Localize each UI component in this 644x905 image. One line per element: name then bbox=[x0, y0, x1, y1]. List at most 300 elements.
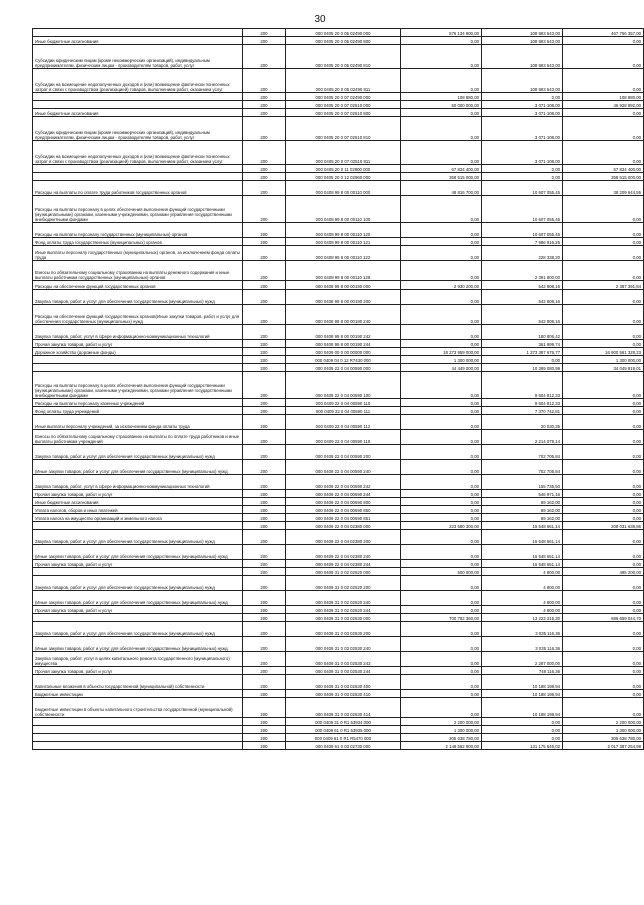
row-remainder: 0,00 bbox=[563, 530, 644, 545]
row-plan: 1 300 000,00 bbox=[401, 356, 482, 364]
row-classification: 000 0409 31 0 03 02530 410 bbox=[286, 690, 401, 698]
row-classification: 000 0409 22 0 04 00590 851 bbox=[286, 514, 401, 522]
row-plan: 0,00 bbox=[401, 238, 482, 246]
row-remainder: 0,00 bbox=[563, 340, 644, 348]
row-remainder: 0,00 bbox=[563, 305, 644, 325]
row-code: 200 bbox=[243, 181, 286, 196]
table-row bbox=[33, 460, 644, 475]
row-name: Субсидии юридическим лицам (кроме некоммерческих организаций), индивидуальным предпринимателям, физическим лицам - производителям товаров, работ, услуг bbox=[33, 45, 243, 69]
row-plan: 0,00 bbox=[401, 415, 482, 430]
row-execution: 4 800,00 bbox=[482, 606, 563, 614]
row-remainder: 0,00 bbox=[563, 667, 644, 675]
row-execution: 15 548 661,14 bbox=[482, 545, 563, 560]
row-execution: 10 607 055,45 bbox=[482, 223, 563, 238]
row-classification: 000 0409 22 0 04 02380 240 bbox=[286, 545, 401, 560]
row-plan: 44 449 000,00 bbox=[401, 364, 482, 372]
row-execution: 15 548 661,14 bbox=[482, 530, 563, 545]
row-plan: 0,00 bbox=[401, 45, 482, 69]
row-code: 200 bbox=[243, 261, 286, 281]
row-execution: 4 800,00 bbox=[482, 568, 563, 576]
row-name: Расходы на обеспечение функций государственных органов(Иные закупки товаров, работ и услуг для обеспечения государственных (муниципальных) нужд bbox=[33, 305, 243, 325]
row-execution: 3 035 116,36 bbox=[482, 622, 563, 637]
row-execution: 702 705,84 bbox=[482, 460, 563, 475]
table-row bbox=[33, 117, 644, 141]
row-classification: 000 0405 20 0 05 02490 811 bbox=[286, 69, 401, 93]
row-classification: 000 0405 20 0 07 02510 800 bbox=[286, 109, 401, 117]
row-remainder: 16 900 561 328,23 bbox=[563, 348, 644, 356]
row-classification: 000 0409 22 0 04 02380 200 bbox=[286, 530, 401, 545]
row-name: Уплата налога на имущество организаций и земельного налога bbox=[33, 514, 243, 522]
table-row bbox=[33, 407, 644, 415]
row-plan: 223 580 300,00 bbox=[401, 522, 482, 530]
row-execution: 7 370 742,81 bbox=[482, 407, 563, 415]
table-row bbox=[33, 591, 644, 606]
row-code: 200 bbox=[243, 305, 286, 325]
table-row bbox=[33, 305, 644, 325]
row-name: Прочая закупка товаров, работ и услуг bbox=[33, 490, 243, 498]
row-plan: 0,00 bbox=[401, 223, 482, 238]
table-row bbox=[33, 165, 644, 173]
table-row bbox=[33, 498, 644, 506]
row-name: (Иные закупки товаров, работ и услуг для обеспечения государственных (муниципальных) нужд bbox=[33, 545, 243, 560]
row-plan: 500 000,00 bbox=[401, 568, 482, 576]
row-remainder: 2 017 387 254,98 bbox=[563, 742, 644, 750]
row-execution: 10 607 055,45 bbox=[482, 196, 563, 223]
table-row bbox=[33, 522, 644, 530]
row-classification: 000 0409 22 0 04 00590 800 bbox=[286, 498, 401, 506]
row-code: 200 bbox=[243, 281, 286, 290]
row-name: Закупка товаров, работ и услуг для обеспечения государственных (муниципальных) нужд bbox=[33, 530, 243, 545]
row-plan: 2 930 200,00 bbox=[401, 281, 482, 290]
row-classification: 000 0409 22 0 04 00590 240 bbox=[286, 460, 401, 475]
row-code: 200 bbox=[243, 675, 286, 690]
row-code: 200 bbox=[243, 37, 286, 45]
row-remainder: 495 200,00 bbox=[563, 568, 644, 576]
row-name bbox=[33, 29, 243, 37]
row-name bbox=[33, 614, 243, 622]
row-execution: 10 188 198,94 bbox=[482, 698, 563, 718]
row-name bbox=[33, 101, 243, 109]
row-classification: 000 0409 31 0 02 02520 244 bbox=[286, 606, 401, 614]
table-row bbox=[33, 506, 644, 514]
row-code: 200 bbox=[243, 348, 286, 356]
row-classification: 000 0409 22 0 04 00590 200 bbox=[286, 445, 401, 460]
row-name: Закупка товаров, работ и услуг для обеспечения государственных (муниципальных) нужд bbox=[33, 622, 243, 637]
row-code: 200 bbox=[243, 372, 286, 399]
row-remainder: 0,00 bbox=[563, 117, 644, 141]
table-row bbox=[33, 545, 644, 560]
row-execution: 108 993 643,00 bbox=[482, 45, 563, 69]
table-row bbox=[33, 261, 644, 281]
row-code: 200 bbox=[243, 522, 286, 530]
row-remainder: 0,00 bbox=[563, 69, 644, 93]
row-plan: 0,00 bbox=[401, 372, 482, 399]
table-row bbox=[33, 281, 644, 290]
row-name bbox=[33, 726, 243, 734]
row-plan: 0,00 bbox=[401, 560, 482, 568]
row-classification: 000 0408 99 8 00 00190 000 bbox=[286, 281, 401, 290]
table-row bbox=[33, 606, 644, 614]
row-code: 200 bbox=[243, 475, 286, 490]
row-code: 200 bbox=[243, 591, 286, 606]
row-execution: 89 162,00 bbox=[482, 514, 563, 522]
row-plan: 0,00 bbox=[401, 690, 482, 698]
row-plan: 700 782 360,00 bbox=[401, 614, 482, 622]
row-code: 200 bbox=[243, 196, 286, 223]
row-name bbox=[33, 364, 243, 372]
row-name bbox=[33, 356, 243, 364]
row-classification: 000 0409 31 0 02 02520 000 bbox=[286, 568, 401, 576]
row-code: 200 bbox=[243, 165, 286, 173]
row-remainder: 0,00 bbox=[563, 460, 644, 475]
row-classification: 000 0409 61 0 R1 53935 000 bbox=[286, 726, 401, 734]
row-remainder: 0,00 bbox=[563, 415, 644, 430]
row-code: 200 bbox=[243, 340, 286, 348]
row-classification: 000 0409 22 0 04 00590 244 bbox=[286, 490, 401, 498]
row-classification: 000 0409 22 0 04 02380 000 bbox=[286, 522, 401, 530]
table-row bbox=[33, 490, 644, 498]
row-remainder: 0,00 bbox=[563, 445, 644, 460]
row-classification: 000 0409 31 0 03 02530 400 bbox=[286, 675, 401, 690]
row-remainder: 0,00 bbox=[563, 372, 644, 399]
row-name: Иные выплаты персоналу государственных (муниципальных) органов, за исключением фонда оплаты труда bbox=[33, 246, 243, 261]
row-execution: 155 735,50 bbox=[482, 475, 563, 490]
row-execution: 702 705,84 bbox=[482, 445, 563, 460]
row-name: Прочая закупка товаров, работ и услуг bbox=[33, 606, 243, 614]
row-remainder: 0,00 bbox=[563, 498, 644, 506]
row-plan: 0,00 bbox=[401, 141, 482, 165]
row-classification: 000 0409 31 0 R1 53934 000 bbox=[286, 718, 401, 726]
row-remainder: 2 200 000,00 bbox=[563, 718, 644, 726]
row-code: 200 bbox=[243, 490, 286, 498]
row-execution: 0,00 bbox=[482, 726, 563, 734]
row-remainder: 0,00 bbox=[563, 223, 644, 238]
row-name: Расходы на выплаты по оплате труда работников государственных органов bbox=[33, 181, 243, 196]
row-classification: 000 0405 20 0 07 02510 000 bbox=[286, 101, 401, 109]
row-plan: 0,00 bbox=[401, 340, 482, 348]
table-row bbox=[33, 141, 644, 165]
row-name: Прочая закупка товаров, работ и услуг bbox=[33, 560, 243, 568]
row-code: 200 bbox=[243, 29, 286, 37]
row-code: 200 bbox=[243, 223, 286, 238]
row-execution: 13 223 315,30 bbox=[482, 614, 563, 622]
table-row bbox=[33, 742, 644, 750]
row-name: Закупка товаров, работ и услуг для обеспечения государственных (муниципальных) нужд bbox=[33, 576, 243, 591]
row-remainder: 305 638 780,00 bbox=[563, 734, 644, 742]
row-plan: 0,00 bbox=[401, 637, 482, 652]
table-row bbox=[33, 475, 644, 490]
row-plan: 0,00 bbox=[401, 305, 482, 325]
row-execution: 9 604 812,33 bbox=[482, 399, 563, 407]
row-execution: 108 993 643,00 bbox=[482, 29, 563, 37]
row-name: (Иные закупки товаров, работ и услуг для обеспечения государственных (муниципальных) нужд bbox=[33, 591, 243, 606]
row-plan: 0,00 bbox=[401, 667, 482, 675]
row-name: Закупка товаров, работ, услуг в сфере информационно-коммуникационных технологий bbox=[33, 325, 243, 340]
row-classification: 000 0408 99 8 00 00110 000 bbox=[286, 181, 401, 196]
row-classification: 000 0409 22 0 04 00590 119 bbox=[286, 430, 401, 445]
table-row bbox=[33, 667, 644, 675]
row-plan: 0,00 bbox=[401, 475, 482, 490]
row-plan: 0,00 bbox=[401, 290, 482, 305]
row-name: Капитальные вложения в объекты государственной (муниципальной) собственности bbox=[33, 675, 243, 690]
row-remainder: 0,00 bbox=[563, 196, 644, 223]
row-remainder: 34 049 919,01 bbox=[563, 364, 644, 372]
row-code: 200 bbox=[243, 69, 286, 93]
row-remainder: 108 880,00 bbox=[563, 93, 644, 101]
table-row bbox=[33, 173, 644, 181]
table-row bbox=[33, 290, 644, 305]
row-remainder: 0,00 bbox=[563, 622, 644, 637]
row-code: 200 bbox=[243, 364, 286, 372]
row-classification: 000 0409 22 0 04 00590 112 bbox=[286, 415, 401, 430]
row-classification: 000 0409 22 0 04 00590 242 bbox=[286, 475, 401, 490]
row-name bbox=[33, 568, 243, 576]
row-remainder: 0,00 bbox=[563, 675, 644, 690]
row-classification: 000 0405 20 0 05 02490 800 bbox=[286, 37, 401, 45]
row-name: (Иные закупки товаров, работ и услуг для обеспечения государственных (муниципальных) нужд bbox=[33, 460, 243, 475]
row-plan: 0,00 bbox=[401, 430, 482, 445]
row-remainder: 0,00 bbox=[563, 45, 644, 69]
row-classification: 000 0409 61 0 R1 R5470 000 bbox=[286, 734, 401, 742]
row-plan: 18 273 959 000,00 bbox=[401, 348, 482, 356]
row-code: 200 bbox=[243, 101, 286, 109]
row-execution: 546 971,16 bbox=[482, 490, 563, 498]
row-remainder: 0,00 bbox=[563, 576, 644, 591]
row-plan: 0,00 bbox=[401, 407, 482, 415]
row-classification: 000 0409 22 0 04 00590 000 bbox=[286, 364, 401, 372]
row-plan: 0,00 bbox=[401, 490, 482, 498]
table-row bbox=[33, 576, 644, 591]
row-code: 200 bbox=[243, 445, 286, 460]
row-name bbox=[33, 742, 243, 750]
row-name bbox=[33, 522, 243, 530]
table-row bbox=[33, 415, 644, 430]
row-classification: 000 0405 20 0 07 02510 810 bbox=[286, 117, 401, 141]
row-execution: 542 808,16 bbox=[482, 290, 563, 305]
row-code: 200 bbox=[243, 742, 286, 750]
table-row bbox=[33, 246, 644, 261]
row-execution: 4 800,00 bbox=[482, 576, 563, 591]
row-execution: 15 548 661,14 bbox=[482, 560, 563, 568]
row-execution: 15 548 661,14 bbox=[482, 522, 563, 530]
row-execution: 361 999,74 bbox=[482, 340, 563, 348]
row-remainder: 0,00 bbox=[563, 606, 644, 614]
table-row bbox=[33, 325, 644, 340]
row-remainder: 1 300 000,00 bbox=[563, 726, 644, 734]
row-name: Расходы на обеспечение функций государственных органов bbox=[33, 281, 243, 290]
row-classification: 000 0409 31 0 03 02530 240 bbox=[286, 637, 401, 652]
row-execution: 20 030,35 bbox=[482, 415, 563, 430]
row-code: 200 bbox=[243, 690, 286, 698]
row-code: 200 bbox=[243, 506, 286, 514]
row-name bbox=[33, 718, 243, 726]
table-row bbox=[33, 690, 644, 698]
row-code: 200 bbox=[243, 430, 286, 445]
row-code: 200 bbox=[243, 290, 286, 305]
row-name: Расходы на выплаты персоналу государственных (муниципальных) органов bbox=[33, 223, 243, 238]
row-execution: 3 071 108,00 bbox=[482, 117, 563, 141]
row-code: 200 bbox=[243, 734, 286, 742]
row-remainder: 358 515 000,00 bbox=[563, 173, 644, 181]
row-classification: 000 0405 20 0 07 02490 000 bbox=[286, 93, 401, 101]
row-code: 200 bbox=[243, 560, 286, 568]
row-classification: 000 0409 31 0 02 02520 200 bbox=[286, 576, 401, 591]
row-remainder: 0,00 bbox=[563, 506, 644, 514]
row-remainder: 0,00 bbox=[563, 407, 644, 415]
row-remainder: 0,00 bbox=[563, 246, 644, 261]
row-plan: 0,00 bbox=[401, 69, 482, 93]
table-row bbox=[33, 568, 644, 576]
table-row bbox=[33, 560, 644, 568]
table-row bbox=[33, 399, 644, 407]
row-plan: 0,00 bbox=[401, 109, 482, 117]
table-row bbox=[33, 530, 644, 545]
row-code: 200 bbox=[243, 93, 286, 101]
row-code: 200 bbox=[243, 173, 286, 181]
row-name: Уплата налогов, сборов и иных платежей bbox=[33, 506, 243, 514]
row-plan: 358 515 000,00 bbox=[401, 173, 482, 181]
row-plan: 0,00 bbox=[401, 698, 482, 718]
table-row bbox=[33, 356, 644, 364]
table-row bbox=[33, 340, 644, 348]
row-classification: 000 0409 00 0 00 00000 000 bbox=[286, 348, 401, 356]
row-classification: 000 0409 22 0 04 00590 111 bbox=[286, 407, 401, 415]
row-plan: 0,00 bbox=[401, 675, 482, 690]
row-name: Субсидии на возмещение недополученных доходов и (или) возмещение фактически понесенных затрат в связи с производством (реализацией) товаров, выполнением работ, оказанием услуг bbox=[33, 69, 243, 93]
row-plan: 0,00 bbox=[401, 530, 482, 545]
row-name: Взносы по обязательному социальному страхованию на выплаты по оплате труда работников и иные выплаты работникам учреждений bbox=[33, 430, 243, 445]
row-execution: 7 986 916,25 bbox=[482, 238, 563, 246]
row-classification: 000 0408 99 8 00 00190 200 bbox=[286, 290, 401, 305]
row-plan: 50 000 000,00 bbox=[401, 101, 482, 109]
row-name: Бюджетные инвестиции bbox=[33, 690, 243, 698]
row-classification: 000 0409 61 0 03 02730 000 bbox=[286, 742, 401, 750]
table-row bbox=[33, 348, 644, 356]
row-name: Фонд оплаты труда государственных (муниципальных) органов bbox=[33, 238, 243, 246]
row-name: Закупка товаров, работ и услуг для обеспечения государственных (муниципальных) нужд bbox=[33, 290, 243, 305]
row-name: Дорожное хозяйство (дорожные фонды) bbox=[33, 348, 243, 356]
row-classification: 000 0408 99 8 00 00190 240 bbox=[286, 305, 401, 325]
table-row bbox=[33, 652, 644, 667]
row-execution: 0,00 bbox=[482, 356, 563, 364]
row-plan: 0,00 bbox=[401, 606, 482, 614]
row-execution: 10 607 055,45 bbox=[482, 181, 563, 196]
table-row bbox=[33, 514, 644, 522]
row-code: 200 bbox=[243, 576, 286, 591]
row-name: Расходы на выплаты персоналу в целях обеспечения выполнения функций государственными (муниципальными) органами, казенными учреждениями, органами управления государственными внебюджетными фондами bbox=[33, 372, 243, 399]
row-code: 200 bbox=[243, 460, 286, 475]
row-classification: 000 0405 20 0 05 02490 000 bbox=[286, 29, 401, 37]
row-plan: 0,00 bbox=[401, 37, 482, 45]
row-classification: 000 0409 31 0 03 02530 000 bbox=[286, 614, 401, 622]
row-plan: 0,00 bbox=[401, 576, 482, 591]
row-name: Прочая закупка товаров, работ и услуг bbox=[33, 667, 243, 675]
table-row bbox=[33, 93, 644, 101]
row-execution: 0,00 bbox=[482, 165, 563, 173]
row-remainder: 467 756 357,00 bbox=[563, 29, 644, 37]
row-execution: 180 806,42 bbox=[482, 325, 563, 340]
table-row bbox=[33, 372, 644, 399]
row-execution: 0,00 bbox=[482, 734, 563, 742]
row-plan: 0,00 bbox=[401, 399, 482, 407]
row-execution: 2 391 800,00 bbox=[482, 261, 563, 281]
row-execution: 3 071 108,00 bbox=[482, 109, 563, 117]
row-execution: 89 162,00 bbox=[482, 506, 563, 514]
row-plan: 0,00 bbox=[401, 117, 482, 141]
row-code: 200 bbox=[243, 637, 286, 652]
row-code: 200 bbox=[243, 141, 286, 165]
table-row bbox=[33, 69, 644, 93]
row-plan: 48 816 700,00 bbox=[401, 181, 482, 196]
row-execution: 0,00 bbox=[482, 93, 563, 101]
row-code: 200 bbox=[243, 45, 286, 69]
row-code: 200 bbox=[243, 614, 286, 622]
row-classification: 000 0408 99 8 00 00110 122 bbox=[286, 246, 401, 261]
row-plan: 0,00 bbox=[401, 622, 482, 637]
row-plan: 305 638 780,00 bbox=[401, 734, 482, 742]
row-plan: 0,00 bbox=[401, 652, 482, 667]
table-row bbox=[33, 181, 644, 196]
row-execution: 131 175 645,02 bbox=[482, 742, 563, 750]
row-classification: 000 0408 99 8 00 00110 100 bbox=[286, 196, 401, 223]
table-row bbox=[33, 45, 644, 69]
row-execution: 3 071 108,00 bbox=[482, 141, 563, 165]
table-row bbox=[33, 29, 644, 37]
row-execution: 0,00 bbox=[482, 173, 563, 181]
row-plan: 0,00 bbox=[401, 506, 482, 514]
row-code: 200 bbox=[243, 238, 286, 246]
row-execution: 9 604 812,33 bbox=[482, 372, 563, 399]
row-classification: 000 0409 31 0 03 02530 243 bbox=[286, 652, 401, 667]
table-row bbox=[33, 109, 644, 117]
row-classification: 000 0408 99 8 00 00110 129 bbox=[286, 261, 401, 281]
row-remainder: 0,00 bbox=[563, 475, 644, 490]
row-execution: 3 035 116,36 bbox=[482, 637, 563, 652]
row-code: 200 bbox=[243, 568, 286, 576]
row-execution: 542 808,16 bbox=[482, 281, 563, 290]
row-execution: 10 399 080,99 bbox=[482, 364, 563, 372]
row-classification: 000 0409 22 0 04 00590 110 bbox=[286, 399, 401, 407]
row-execution: 2 214 079,14 bbox=[482, 430, 563, 445]
row-code: 200 bbox=[243, 606, 286, 614]
row-classification: 000 0409 22 0 04 02380 244 bbox=[286, 560, 401, 568]
table-row bbox=[33, 37, 644, 45]
row-classification: 000 0408 99 8 00 00110 121 bbox=[286, 238, 401, 246]
row-name: Закупка товаров, работ, услуг в целях капитального ремонта государственного (муниципального) имущества bbox=[33, 652, 243, 667]
row-remainder: 0,00 bbox=[563, 591, 644, 606]
row-code: 200 bbox=[243, 698, 286, 718]
row-remainder: 0,00 bbox=[563, 141, 644, 165]
row-remainder: 0,00 bbox=[563, 290, 644, 305]
row-classification: 000 0409 31 0 03 02530 200 bbox=[286, 622, 401, 637]
row-code: 200 bbox=[243, 109, 286, 117]
budget-table bbox=[32, 28, 641, 750]
row-code: 200 bbox=[243, 399, 286, 407]
row-remainder: 0,00 bbox=[563, 238, 644, 246]
row-name: Иные бюджетные ассигнования bbox=[33, 498, 243, 506]
row-execution: 2 287 000,00 bbox=[482, 652, 563, 667]
row-plan: 67 834 400,00 bbox=[401, 165, 482, 173]
row-classification: 000 0409 31 0 03 02530 244 bbox=[286, 667, 401, 675]
row-code: 200 bbox=[243, 545, 286, 560]
row-execution: 10 188 198,94 bbox=[482, 675, 563, 690]
row-code: 200 bbox=[243, 622, 286, 637]
row-classification: 000 0408 99 8 00 00110 120 bbox=[286, 223, 401, 238]
row-plan: 0,00 bbox=[401, 261, 482, 281]
row-plan: 576 134 900,00 bbox=[401, 29, 482, 37]
row-name: Закупка товаров, работ и услуг для обеспечения государственных (муниципальных) нужд bbox=[33, 445, 243, 460]
row-plan: 0,00 bbox=[401, 498, 482, 506]
